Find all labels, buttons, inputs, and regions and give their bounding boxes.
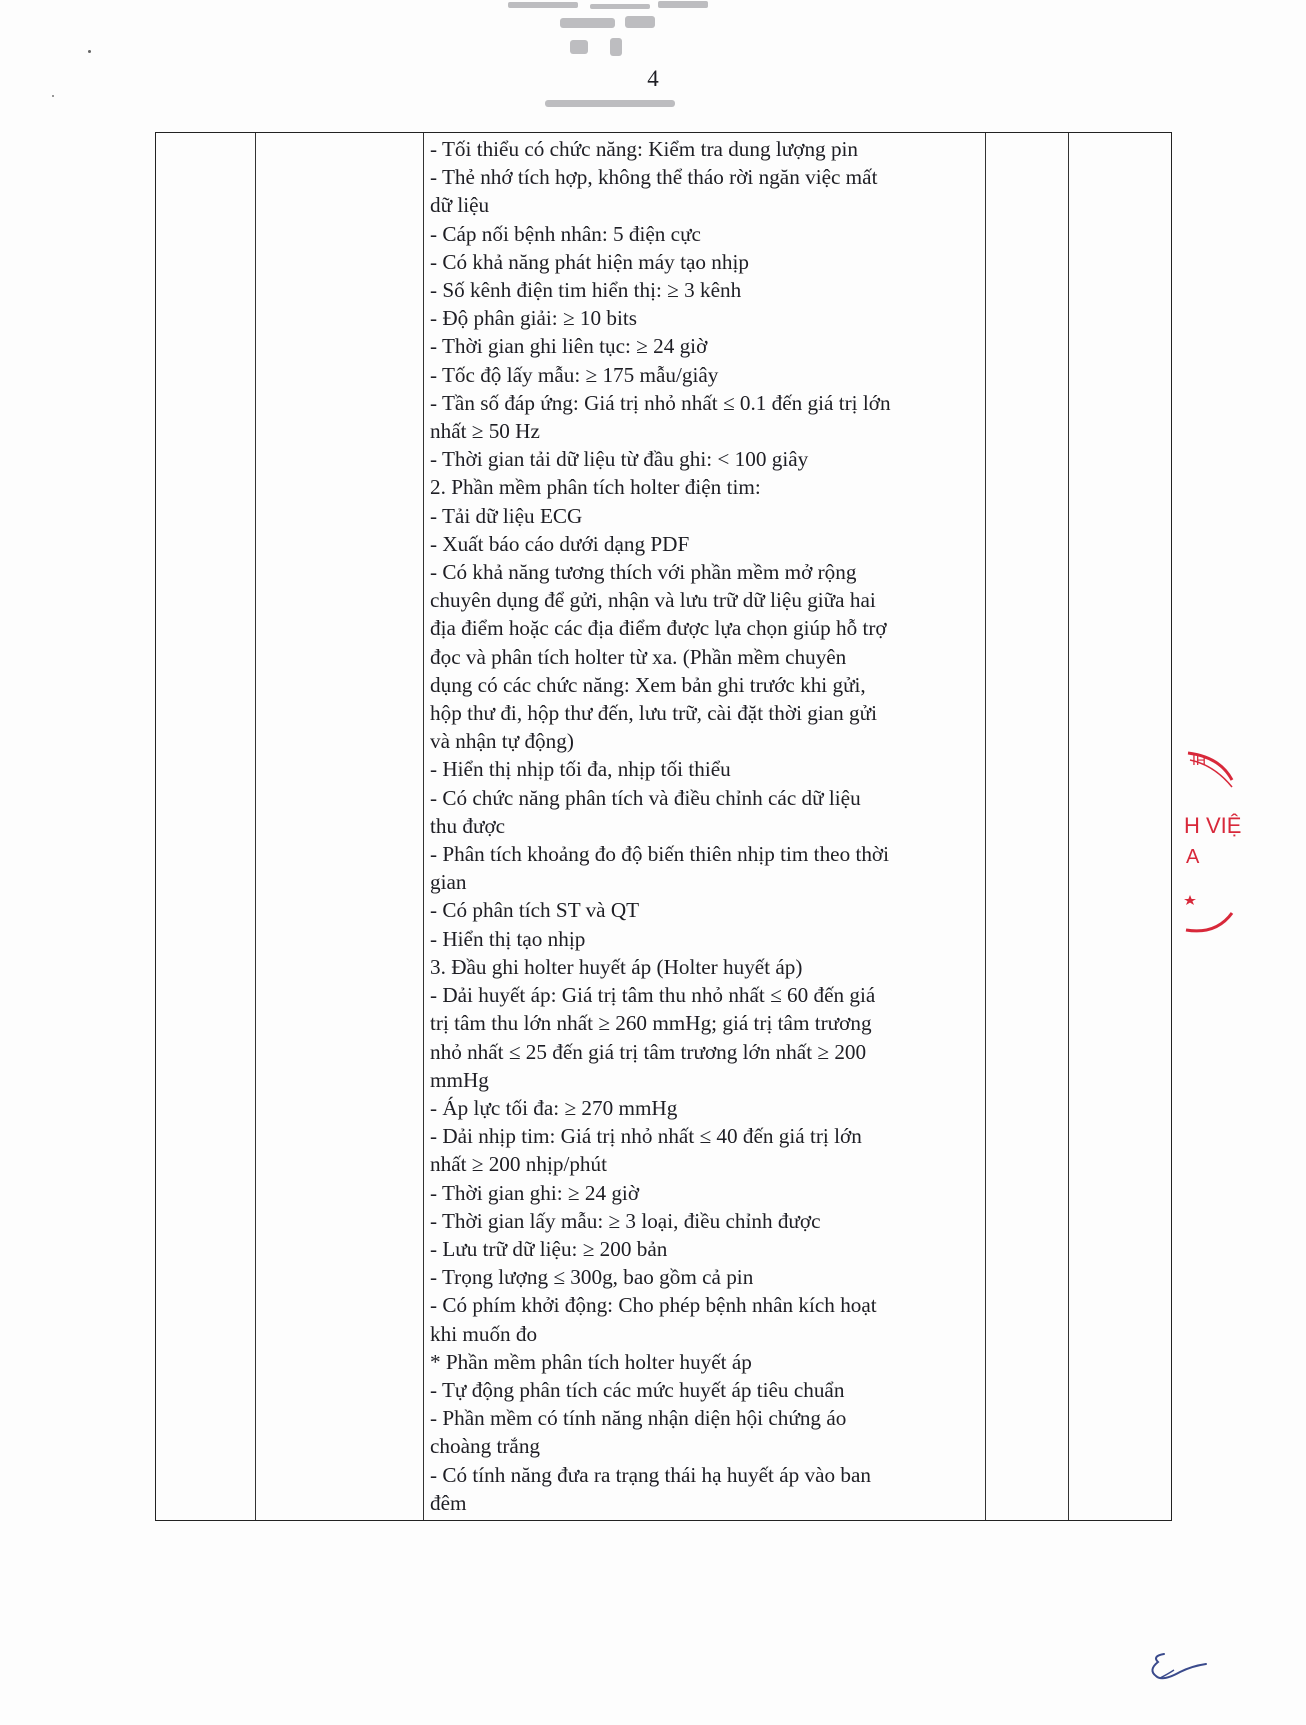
- spec-line: - Thẻ nhớ tích hợp, không thể tháo rời ngăn việc mất: [430, 165, 878, 190]
- spec-line: - Dải nhịp tim: Giá trị nhỏ nhất ≤ 40 đến giá trị lớn: [430, 1124, 862, 1149]
- spec-line: - Thời gian lấy mẫu: ≥ 3 loại, điều chỉnh được: [430, 1208, 821, 1233]
- scan-speck: [52, 95, 54, 97]
- spec-line: - Phần mềm có tính năng nhận diện hội chứng áo: [430, 1406, 847, 1431]
- scan-speck: [88, 50, 91, 53]
- section-heading: * Phần mềm phân tích holter huyết áp: [430, 1349, 752, 1374]
- stamp-text: IH: [1192, 752, 1206, 768]
- spec-line: địa điểm hoặc các địa điểm được lựa chọn giúp hỗ trợ: [430, 616, 887, 641]
- table-cell-specification: [424, 133, 986, 1520]
- red-stamp: [1180, 735, 1242, 955]
- handwritten-initial: [1140, 1648, 1210, 1693]
- header-smudge-mark: [500, 0, 720, 115]
- spec-line: - Độ phân giải: ≥ 10 bits: [430, 306, 638, 331]
- stamp-text: H VIỆ: [1184, 813, 1242, 838]
- spec-line: - Phân tích khoảng đo độ biến thiên nhịp tim theo thời: [430, 842, 890, 867]
- spec-line: - Hiển thị nhịp tối đa, nhịp tối thiểu: [430, 757, 731, 782]
- spec-line: khi muốn đo: [430, 1321, 538, 1346]
- spec-line: - Xuất báo cáo dưới dạng PDF: [430, 531, 690, 556]
- spec-line: hộp thư đi, hộp thư đến, lưu trữ, cài đặt thời gian gửi: [430, 701, 877, 726]
- spec-line: nhất ≥ 200 nhịp/phút: [430, 1152, 608, 1177]
- section-heading: 2. Phần mềm phân tích holter điện tim:: [430, 475, 761, 500]
- spec-line: mmHg: [430, 1067, 489, 1092]
- spec-line: nhất ≥ 50 Hz: [430, 419, 540, 444]
- spec-line: và nhận tự động): [430, 729, 574, 754]
- spec-line: gian: [430, 870, 467, 895]
- spec-line: - Có phím khởi động: Cho phép bệnh nhân kích hoạt: [430, 1293, 877, 1318]
- spec-line: - Có khả năng tương thích với phần mềm mở rộng: [430, 560, 857, 585]
- spec-line: nhỏ nhất ≤ 25 đến giá trị tâm trương lớn nhất ≥ 200: [430, 1039, 867, 1064]
- spec-line: - Tối thiểu có chức năng: Kiểm tra dung lượng pin: [430, 137, 859, 161]
- spec-line: - Có tính năng đưa ra trạng thái hạ huyết áp vào ban: [430, 1462, 871, 1487]
- spec-line: chuyên dụng để gửi, nhận và lưu trữ dữ liệu giữa hai: [430, 588, 876, 613]
- table-cell-quantity: [986, 133, 1069, 1520]
- spec-line: - Tự động phân tích các mức huyết áp tiêu chuẩn: [430, 1377, 845, 1402]
- spec-line: dữ liệu: [430, 193, 490, 218]
- table-cell-name: [256, 133, 424, 1520]
- spec-line: - Hiển thị tạo nhịp: [430, 926, 586, 951]
- table-cell-index: [156, 133, 256, 1520]
- spec-line: thu được: [430, 813, 506, 838]
- spec-line: - Lưu trữ dữ liệu: ≥ 200 bản: [430, 1236, 668, 1261]
- spec-line: đọc và phân tích holter từ xa. (Phần mềm chuyên: [430, 644, 847, 669]
- spec-line: - Có khả năng phát hiện máy tạo nhịp: [430, 249, 749, 274]
- spec-line: - Cáp nối bệnh nhân: 5 điện cực: [430, 221, 701, 246]
- page-number: 4: [647, 66, 659, 91]
- section-heading: 3. Đầu ghi holter huyết áp (Holter huyết áp): [430, 954, 803, 979]
- spec-line: - Thời gian tải dữ liệu từ đầu ghi: < 100 giây: [430, 447, 809, 472]
- spec-line: - Tải dữ liệu ECG: [430, 503, 583, 528]
- spec-line: choàng trắng: [430, 1434, 541, 1459]
- table-cell-notes: [1069, 133, 1171, 1520]
- spec-line: đêm: [430, 1490, 467, 1515]
- spec-line: - Thời gian ghi liên tục: ≥ 24 giờ: [430, 334, 708, 359]
- spec-line: - Số kênh điện tim hiển thị: ≥ 3 kênh: [430, 278, 742, 303]
- spec-line: - Thời gian ghi: ≥ 24 giờ: [430, 1180, 640, 1205]
- spec-line: trị tâm thu lớn nhất ≥ 260 mmHg; giá trị tâm trương: [430, 1011, 872, 1036]
- spec-line: - Tần số đáp ứng: Giá trị nhỏ nhất ≤ 0.1 đến giá trị lớn: [430, 390, 891, 415]
- spec-line: - Có chức năng phân tích và điều chỉnh các dữ liệu: [430, 785, 861, 810]
- spec-line: - Có phân tích ST và QT: [430, 898, 640, 923]
- spec-line: - Tốc độ lấy mẫu: ≥ 175 mẫu/giây: [430, 362, 719, 387]
- specification-table: [155, 132, 1172, 1521]
- stamp-text: A: [1186, 846, 1200, 868]
- spec-line: - Dải huyết áp: Giá trị tâm thu nhỏ nhất ≤ 60 đến giá: [430, 983, 876, 1008]
- spec-line: - Áp lực tối đa: ≥ 270 mmHg: [430, 1095, 678, 1120]
- spec-line: - Trọng lượng ≤ 300g, bao gồm cả pin: [430, 1265, 754, 1290]
- spec-line: dụng có các chức năng: Xem bản ghi trước khi gửi,: [430, 672, 866, 697]
